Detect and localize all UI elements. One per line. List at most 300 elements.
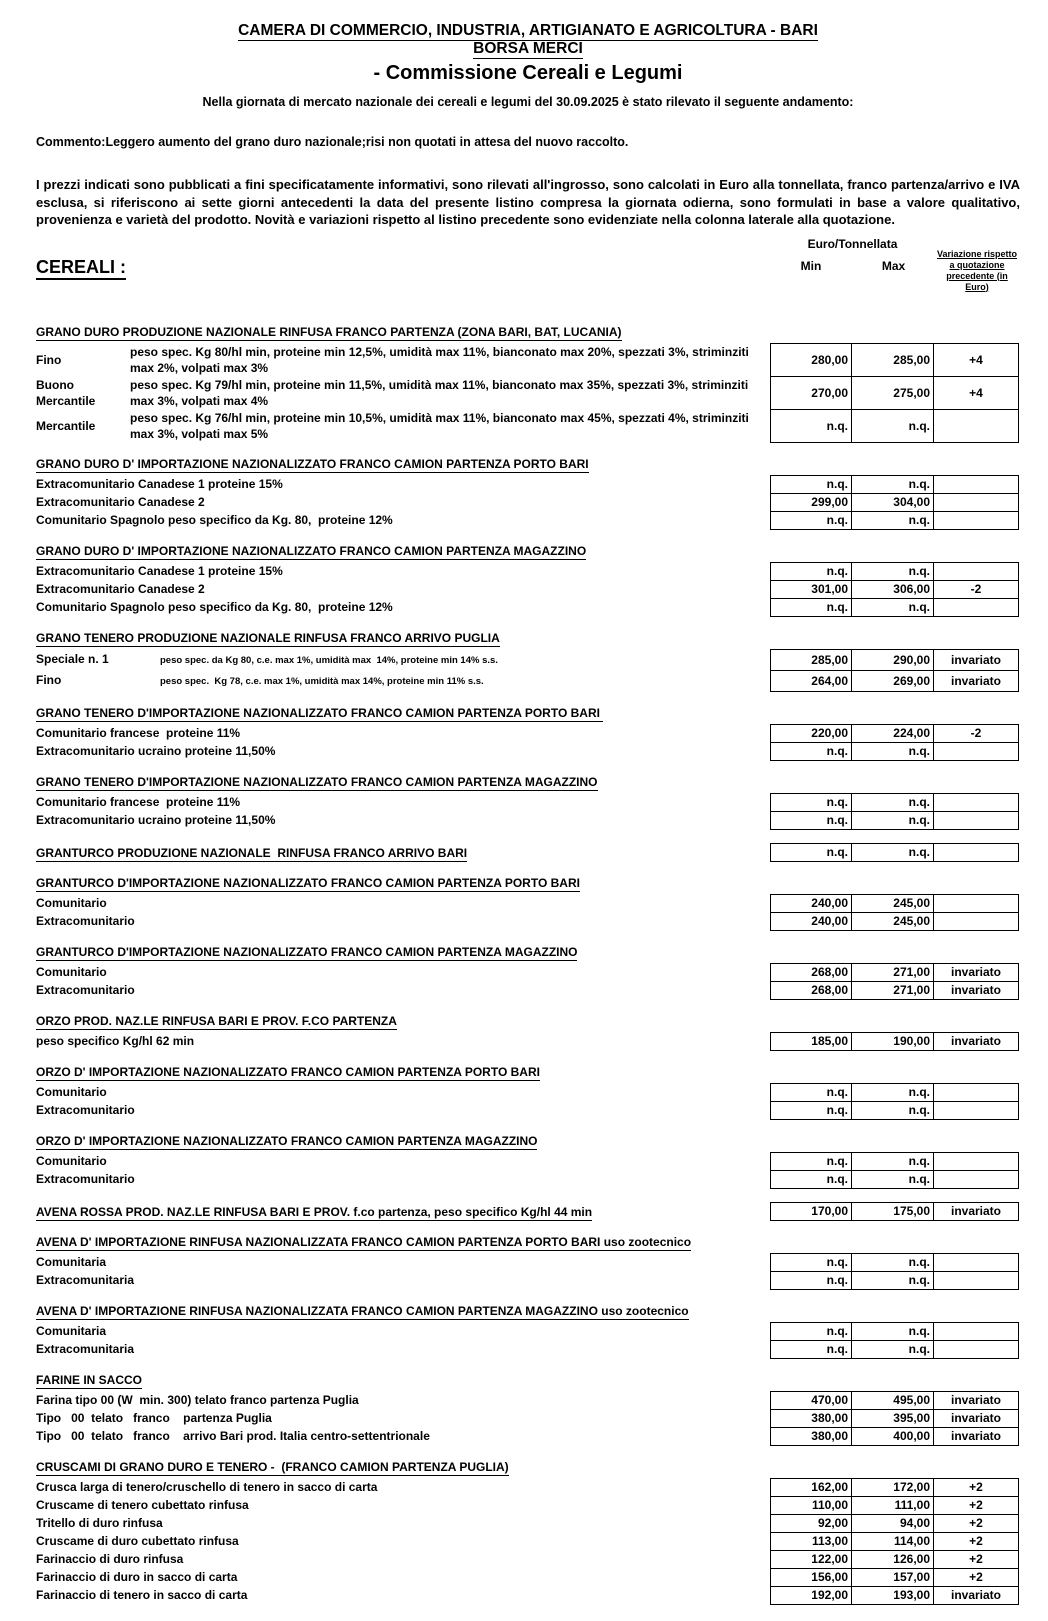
max-value: 193,00 — [851, 1586, 934, 1605]
section-title: GRANO TENERO D'IMPORTAZIONE NAZIONALIZZATO FRANCO CAMION PARTENZA MAGAZZINO — [36, 774, 598, 789]
chamber-title: CAMERA DI COMMERCIO, INDUSTRIA, ARTIGIANATO E AGRICOLTURA - BARI — [238, 22, 818, 39]
row-label — [36, 649, 770, 671]
row-label — [36, 1478, 770, 1497]
section-title-values — [770, 843, 1020, 862]
min-value: n.q. — [770, 1170, 852, 1189]
table-row — [36, 1101, 1020, 1120]
row-label — [36, 1253, 770, 1272]
section-header — [36, 1133, 1020, 1150]
row-desc: Crusca larga di tenero/cruschello di tenero in sacco di carta — [36, 1479, 378, 1494]
row-values — [770, 1478, 1020, 1497]
row-desc: Comunitario — [36, 895, 107, 910]
table-row — [36, 1496, 1020, 1515]
row-name: Buono Mercantile — [36, 378, 96, 408]
row-name: Speciale n. 1 — [36, 651, 109, 666]
max-value: 395,00 — [851, 1409, 934, 1428]
section-rows — [36, 649, 1020, 692]
row-desc: Comunitaria — [36, 1254, 107, 1269]
max-value: n.q. — [851, 1101, 934, 1120]
section-header — [36, 1372, 1020, 1389]
row-label — [36, 409, 770, 443]
section — [36, 324, 1020, 443]
table-row — [36, 475, 1020, 494]
row-desc: Farinaccio di duro in sacco di carta — [36, 1569, 238, 1584]
max-value: n.q. — [851, 1170, 934, 1189]
row-desc: Extracomunitario — [36, 982, 135, 997]
section-header — [36, 456, 1020, 473]
row-values — [770, 793, 1020, 812]
section-rows — [36, 562, 1020, 617]
section-header — [36, 1459, 1020, 1476]
row-values — [770, 475, 1020, 494]
section-rows — [36, 1253, 1020, 1290]
row-values — [770, 580, 1020, 599]
row-label — [36, 1340, 770, 1359]
row-values — [770, 493, 1020, 512]
max-value: 224,00 — [851, 724, 934, 743]
variation-column-header: Variazione rispetto a quotazione precedente (in Euro) — [936, 248, 1018, 292]
table-row — [36, 1391, 1020, 1410]
variation-value: invariato — [933, 1427, 1019, 1446]
row-values — [770, 562, 1020, 581]
row-values — [770, 343, 1020, 377]
max-value: n.q. — [851, 1340, 934, 1359]
variation-value: invariato — [933, 981, 1019, 1000]
max-value: 157,00 — [851, 1568, 934, 1587]
section-header — [36, 1202, 1020, 1221]
max-column-header: Max — [881, 258, 906, 273]
variation-value: +2 — [933, 1496, 1019, 1515]
max-value: n.q. — [851, 1253, 934, 1272]
row-values — [770, 1568, 1020, 1587]
section-rows — [36, 1083, 1020, 1120]
min-value: 162,00 — [770, 1478, 852, 1497]
sections — [36, 324, 1020, 1605]
row-desc: Comunitario Spagnolo peso specifico da Kg. 80, proteine 12% — [36, 512, 393, 527]
section-rows — [36, 1478, 1020, 1605]
variation-value — [933, 409, 1019, 443]
row-desc: Tipo 00 telato franco partenza Puglia — [36, 1410, 272, 1425]
max-value: 269,00 — [851, 670, 934, 692]
unit-header: Euro/Tonnellata — [807, 236, 898, 251]
table-row — [36, 409, 1020, 443]
variation-value: invariato — [933, 1391, 1019, 1410]
row-label — [36, 1391, 770, 1410]
max-value: n.q. — [851, 1271, 934, 1290]
max-value: 290,00 — [851, 649, 934, 671]
variation-value — [933, 742, 1019, 761]
row-desc: Extracomunitaria — [36, 1272, 135, 1287]
variation-value: invariato — [933, 963, 1019, 982]
row-desc: Comunitaria — [36, 1323, 107, 1338]
document-header — [36, 22, 1020, 109]
disclaimer-paragraph: I prezzi indicati sono pubblicati a fini specificatamente informativi, sono rilevati all'ingrosso, sono calcolati in Euro alla tonnellata, franco partenza/arrivo e IVA esclusa, si riferiscono ai sette giorni antecedenti la data del presente listino compresa la giornata odierna, sono formulati in base a valore qualitativo, provenienza e varietà del prodotto. Novità e variazioni rispetto al listino precedente sono evidenziate nella colonna laterale alla quotazione. — [36, 177, 1020, 227]
section-title-values — [770, 1202, 1020, 1221]
max-value: 245,00 — [851, 912, 934, 931]
min-value: 299,00 — [770, 493, 852, 512]
section — [36, 705, 1020, 761]
row-values — [770, 1550, 1020, 1569]
row-values — [770, 811, 1020, 830]
section-title: AVENA D' IMPORTAZIONE RINFUSA NAZIONALIZZATA FRANCO CAMION PARTENZA PORTO BARI uso zootecnico — [36, 1234, 692, 1249]
row-desc: Comunitario francese proteine 11% — [36, 725, 241, 740]
min-value: 380,00 — [770, 1409, 852, 1428]
max-value: n.q. — [851, 475, 934, 494]
table-row — [36, 1550, 1020, 1569]
min-value: 380,00 — [770, 1427, 852, 1446]
variation-value — [933, 475, 1019, 494]
section-title: FARINE IN SACCO — [36, 1372, 143, 1387]
row-values — [770, 1340, 1020, 1359]
max-value: 245,00 — [851, 894, 934, 913]
table-row — [36, 793, 1020, 812]
row-values — [770, 912, 1020, 931]
variation-value: +2 — [933, 1532, 1019, 1551]
min-value: 192,00 — [770, 1586, 852, 1605]
max-value: n.q. — [851, 843, 934, 862]
max-value: 400,00 — [851, 1427, 934, 1446]
row-label — [36, 580, 770, 599]
row-name: Fino — [36, 672, 62, 687]
section-rows — [36, 475, 1020, 530]
variation-value — [933, 1152, 1019, 1171]
section — [36, 944, 1020, 1000]
row-label — [36, 793, 770, 812]
max-value: n.q. — [851, 511, 934, 530]
table-row — [36, 670, 1020, 692]
min-value: n.q. — [770, 1253, 852, 1272]
variation-value: invariato — [933, 670, 1019, 692]
row-label — [36, 1496, 770, 1515]
section-rows — [36, 1152, 1020, 1189]
variation-value — [933, 493, 1019, 512]
table-row — [36, 649, 1020, 671]
section — [36, 875, 1020, 931]
table-row — [36, 1340, 1020, 1359]
variation-value: +2 — [933, 1568, 1019, 1587]
row-label — [36, 1514, 770, 1533]
row-label — [36, 1586, 770, 1605]
row-desc: Cruscame di tenero cubettato rinfusa — [36, 1497, 249, 1512]
row-label — [36, 598, 770, 617]
row-desc: Cruscame di duro cubettato rinfusa — [36, 1533, 239, 1548]
row-desc: Extracomunitario Canadese 2 — [36, 494, 205, 509]
variation-value — [933, 843, 1019, 862]
row-label — [36, 1083, 770, 1102]
row-desc: Comunitario francese proteine 11% — [36, 794, 241, 809]
table-row — [36, 1586, 1020, 1605]
table-row — [36, 511, 1020, 530]
table-row — [36, 1253, 1020, 1272]
column-header-block — [36, 237, 1020, 311]
max-value: 275,00 — [851, 376, 934, 410]
section — [36, 843, 1020, 862]
min-value: n.q. — [770, 475, 852, 494]
row-desc: peso spec. Kg 78, c.e. max 1%, umidità max 14%, proteine min 11% s.s. — [160, 675, 484, 687]
min-value: n.q. — [770, 811, 852, 830]
row-label — [36, 511, 770, 530]
borsa-merci-title: BORSA MERCI — [473, 40, 583, 57]
max-value: 306,00 — [851, 580, 934, 599]
variation-value — [933, 1101, 1019, 1120]
row-label — [36, 742, 770, 761]
max-value: n.q. — [851, 742, 934, 761]
section-header — [36, 630, 1020, 647]
min-value: 170,00 — [770, 1202, 852, 1221]
table-row — [36, 1427, 1020, 1446]
max-value: n.q. — [851, 1083, 934, 1102]
section-title: GRANTURCO D'IMPORTAZIONE NAZIONALIZZATO FRANCO CAMION PARTENZA PORTO BARI — [36, 875, 580, 890]
row-desc: Extracomunitario — [36, 1102, 135, 1117]
section-title: AVENA ROSSA PROD. NAZ.LE RINFUSA BARI E PROV. f.co partenza, peso specifico Kg/hl 44 min — [36, 1204, 593, 1219]
max-value: 172,00 — [851, 1478, 934, 1497]
section-header — [36, 944, 1020, 961]
min-value: n.q. — [770, 793, 852, 812]
max-value: n.q. — [851, 598, 934, 617]
variation-value — [933, 894, 1019, 913]
table-row — [36, 1409, 1020, 1428]
section-title: CRUSCAMI DI GRANO DURO E TENERO - (FRANCO CAMION PARTENZA PUGLIA) — [36, 1459, 509, 1474]
section-rows — [36, 343, 1020, 443]
table-row — [36, 981, 1020, 1000]
table-row — [36, 493, 1020, 512]
max-value: 94,00 — [851, 1514, 934, 1533]
table-row — [36, 894, 1020, 913]
table-row — [36, 1514, 1020, 1533]
section-title: ORZO D' IMPORTAZIONE NAZIONALIZZATO FRANCO CAMION PARTENZA PORTO BARI — [36, 1064, 540, 1079]
row-desc: Tipo 00 telato franco arrivo Bari prod. Italia centro-settentrionale — [36, 1428, 430, 1443]
section — [36, 630, 1020, 692]
section-rows — [36, 724, 1020, 761]
min-value: 301,00 — [770, 580, 852, 599]
section — [36, 1459, 1020, 1605]
max-value: 304,00 — [851, 493, 934, 512]
section-rows — [36, 1391, 1020, 1446]
table-row — [36, 811, 1020, 830]
row-desc: Comunitario — [36, 1084, 107, 1099]
row-values — [770, 1322, 1020, 1341]
row-values — [770, 376, 1020, 410]
min-value: 240,00 — [770, 912, 852, 931]
min-value: 240,00 — [770, 894, 852, 913]
variation-value: invariato — [933, 1032, 1019, 1051]
variation-value — [933, 1170, 1019, 1189]
max-value: n.q. — [851, 811, 934, 830]
row-desc: Extracomunitario Canadese 1 proteine 15% — [36, 476, 283, 491]
section-title: GRANO DURO D' IMPORTAZIONE NAZIONALIZZATO FRANCO CAMION PARTENZA PORTO BARI — [36, 456, 589, 471]
row-label — [36, 981, 770, 1000]
row-label — [36, 493, 770, 512]
row-desc: Extracomunitario ucraino proteine 11,50% — [36, 812, 276, 827]
min-value: 185,00 — [770, 1032, 852, 1051]
row-label — [36, 562, 770, 581]
row-values — [770, 1586, 1020, 1605]
section — [36, 543, 1020, 617]
row-values — [770, 598, 1020, 617]
max-value: 114,00 — [851, 1532, 934, 1551]
max-value: 285,00 — [851, 343, 934, 377]
section-header — [36, 1303, 1020, 1320]
row-desc: Farinaccio di tenero in sacco di carta — [36, 1587, 248, 1602]
section-rows — [36, 963, 1020, 1000]
min-value: n.q. — [770, 598, 852, 617]
max-value: n.q. — [851, 1322, 934, 1341]
table-row — [36, 562, 1020, 581]
row-desc: Tritello di duro rinfusa — [36, 1515, 163, 1530]
row-label — [36, 1568, 770, 1587]
row-desc: Comunitario — [36, 1153, 107, 1168]
min-value: n.q. — [770, 562, 852, 581]
table-row — [36, 1152, 1020, 1171]
row-desc: peso specifico Kg/hl 62 min — [36, 1033, 195, 1048]
row-values — [770, 511, 1020, 530]
row-values — [770, 1152, 1020, 1171]
row-label — [36, 894, 770, 913]
max-value: 495,00 — [851, 1391, 934, 1410]
section-title: GRANO DURO D' IMPORTAZIONE NAZIONALIZZATO FRANCO CAMION PARTENZA MAGAZZINO — [36, 543, 587, 558]
variation-value: -2 — [933, 580, 1019, 599]
max-value: n.q. — [851, 562, 934, 581]
section — [36, 1303, 1020, 1359]
max-value: 126,00 — [851, 1550, 934, 1569]
variation-value — [933, 511, 1019, 530]
row-label — [36, 1532, 770, 1551]
section-header — [36, 875, 1020, 892]
row-desc: Extracomunitaria — [36, 1341, 135, 1356]
section — [36, 1064, 1020, 1120]
row-label — [36, 1427, 770, 1446]
section-title: ORZO PROD. NAZ.LE RINFUSA BARI E PROV. F.CO PARTENZA — [36, 1013, 397, 1028]
min-value: n.q. — [770, 843, 852, 862]
section-rows — [36, 894, 1020, 931]
variation-value — [933, 1083, 1019, 1102]
min-value: 264,00 — [770, 670, 852, 692]
section-rows — [36, 1032, 1020, 1051]
section — [36, 1234, 1020, 1290]
section-rows — [36, 793, 1020, 830]
row-values — [770, 1032, 1020, 1051]
row-desc: Extracomunitario Canadese 1 proteine 15% — [36, 563, 283, 578]
row-label — [36, 1101, 770, 1120]
section — [36, 1202, 1020, 1221]
table-row — [36, 580, 1020, 599]
min-value: n.q. — [770, 1322, 852, 1341]
table-row — [36, 343, 1020, 377]
min-value: 280,00 — [770, 343, 852, 377]
variation-value — [933, 1322, 1019, 1341]
row-label — [36, 1032, 770, 1051]
min-value: n.q. — [770, 1152, 852, 1171]
section — [36, 1013, 1020, 1051]
variation-value: +4 — [933, 343, 1019, 377]
table-row — [36, 963, 1020, 982]
section-header — [36, 705, 1020, 722]
section-header — [36, 774, 1020, 791]
row-desc: Extracomunitario — [36, 1171, 135, 1186]
table-row — [36, 1271, 1020, 1290]
row-label — [36, 963, 770, 982]
row-label — [36, 376, 770, 410]
row-values — [770, 742, 1020, 761]
min-value: 92,00 — [770, 1514, 852, 1533]
section — [36, 774, 1020, 830]
row-values — [770, 649, 1020, 671]
table-row — [36, 1032, 1020, 1051]
table-row — [36, 724, 1020, 743]
min-value: n.q. — [770, 511, 852, 530]
row-label — [36, 670, 770, 692]
commission-title: - Commissione Cereali e Legumi — [373, 62, 683, 84]
table-row — [36, 376, 1020, 410]
row-values — [770, 1532, 1020, 1551]
max-value: 175,00 — [851, 1202, 934, 1221]
section-title: ORZO D' IMPORTAZIONE NAZIONALIZZATO FRANCO CAMION PARTENZA MAGAZZINO — [36, 1133, 538, 1148]
row-desc: peso spec. da Kg 80, c.e. max 1%, umidità max 14%, proteine min 14% s.s. — [160, 654, 498, 666]
row-name: Mercantile — [36, 419, 96, 433]
row-values — [770, 963, 1020, 982]
category-title: CEREALI : — [36, 257, 126, 278]
row-label — [36, 811, 770, 830]
row-label — [36, 1322, 770, 1341]
row-label — [36, 912, 770, 931]
max-value: n.q. — [851, 793, 934, 812]
variation-value — [933, 811, 1019, 830]
table-row — [36, 1322, 1020, 1341]
row-label — [36, 724, 770, 743]
row-name: Fino — [36, 353, 62, 367]
comment-line: Commento:Leggero aumento del grano duro nazionale;risi non quotati in attesa del nuovo raccolto. — [36, 135, 629, 149]
variation-value: invariato — [933, 649, 1019, 671]
row-desc: peso spec. Kg 79/hl min, proteine min 11,5%, umidità max 11%, bianconato max 35%, spezzati 3%, striminziti max 3%, volpati max 4% — [130, 378, 752, 408]
row-values — [770, 1409, 1020, 1428]
table-row — [36, 1532, 1020, 1551]
row-values — [770, 1101, 1020, 1120]
row-desc: peso spec. Kg 80/hl min, proteine min 12,5%, umidità max 11%, bianconato max 20%, spezzati 3%, striminziti max 2%, volpati max 3% — [130, 345, 753, 375]
row-values — [770, 1271, 1020, 1290]
variation-value: +2 — [933, 1550, 1019, 1569]
section-title: GRANTURCO PRODUZIONE NAZIONALE RINFUSA FRANCO ARRIVO BARI — [36, 845, 468, 860]
row-values — [770, 1253, 1020, 1272]
row-values — [770, 1514, 1020, 1533]
table-row — [36, 598, 1020, 617]
table-row — [36, 1170, 1020, 1189]
row-values — [770, 1427, 1020, 1446]
section-title: GRANTURCO D'IMPORTAZIONE NAZIONALIZZATO FRANCO CAMION PARTENZA MAGAZZINO — [36, 944, 578, 959]
variation-value: invariato — [933, 1586, 1019, 1605]
min-value: n.q. — [770, 742, 852, 761]
max-value: 271,00 — [851, 981, 934, 1000]
section-title: GRANO DURO PRODUZIONE NAZIONALE RINFUSA FRANCO PARTENZA (ZONA BARI, BAT, LUCANIA) — [36, 324, 622, 339]
row-values — [770, 1391, 1020, 1410]
table-row — [36, 1083, 1020, 1102]
section-header — [36, 543, 1020, 560]
row-label — [36, 475, 770, 494]
section — [36, 1133, 1020, 1189]
section-header — [36, 843, 1020, 862]
row-desc: Extracomunitario ucraino proteine 11,50% — [36, 743, 276, 758]
min-column-header: Min — [800, 258, 822, 273]
row-values — [770, 1083, 1020, 1102]
row-desc: Extracomunitario Canadese 2 — [36, 581, 205, 596]
section-header — [36, 324, 1020, 341]
variation-value — [933, 912, 1019, 931]
section-header — [36, 1013, 1020, 1030]
variation-value: invariato — [933, 1409, 1019, 1428]
max-value: n.q. — [851, 1152, 934, 1171]
section-title: GRANO TENERO D'IMPORTAZIONE NAZIONALIZZATO FRANCO CAMION PARTENZA PORTO BARI — [36, 705, 604, 720]
row-desc: Farina tipo 00 (W min. 300) telato franco partenza Puglia — [36, 1392, 359, 1407]
variation-value: +2 — [933, 1478, 1019, 1497]
